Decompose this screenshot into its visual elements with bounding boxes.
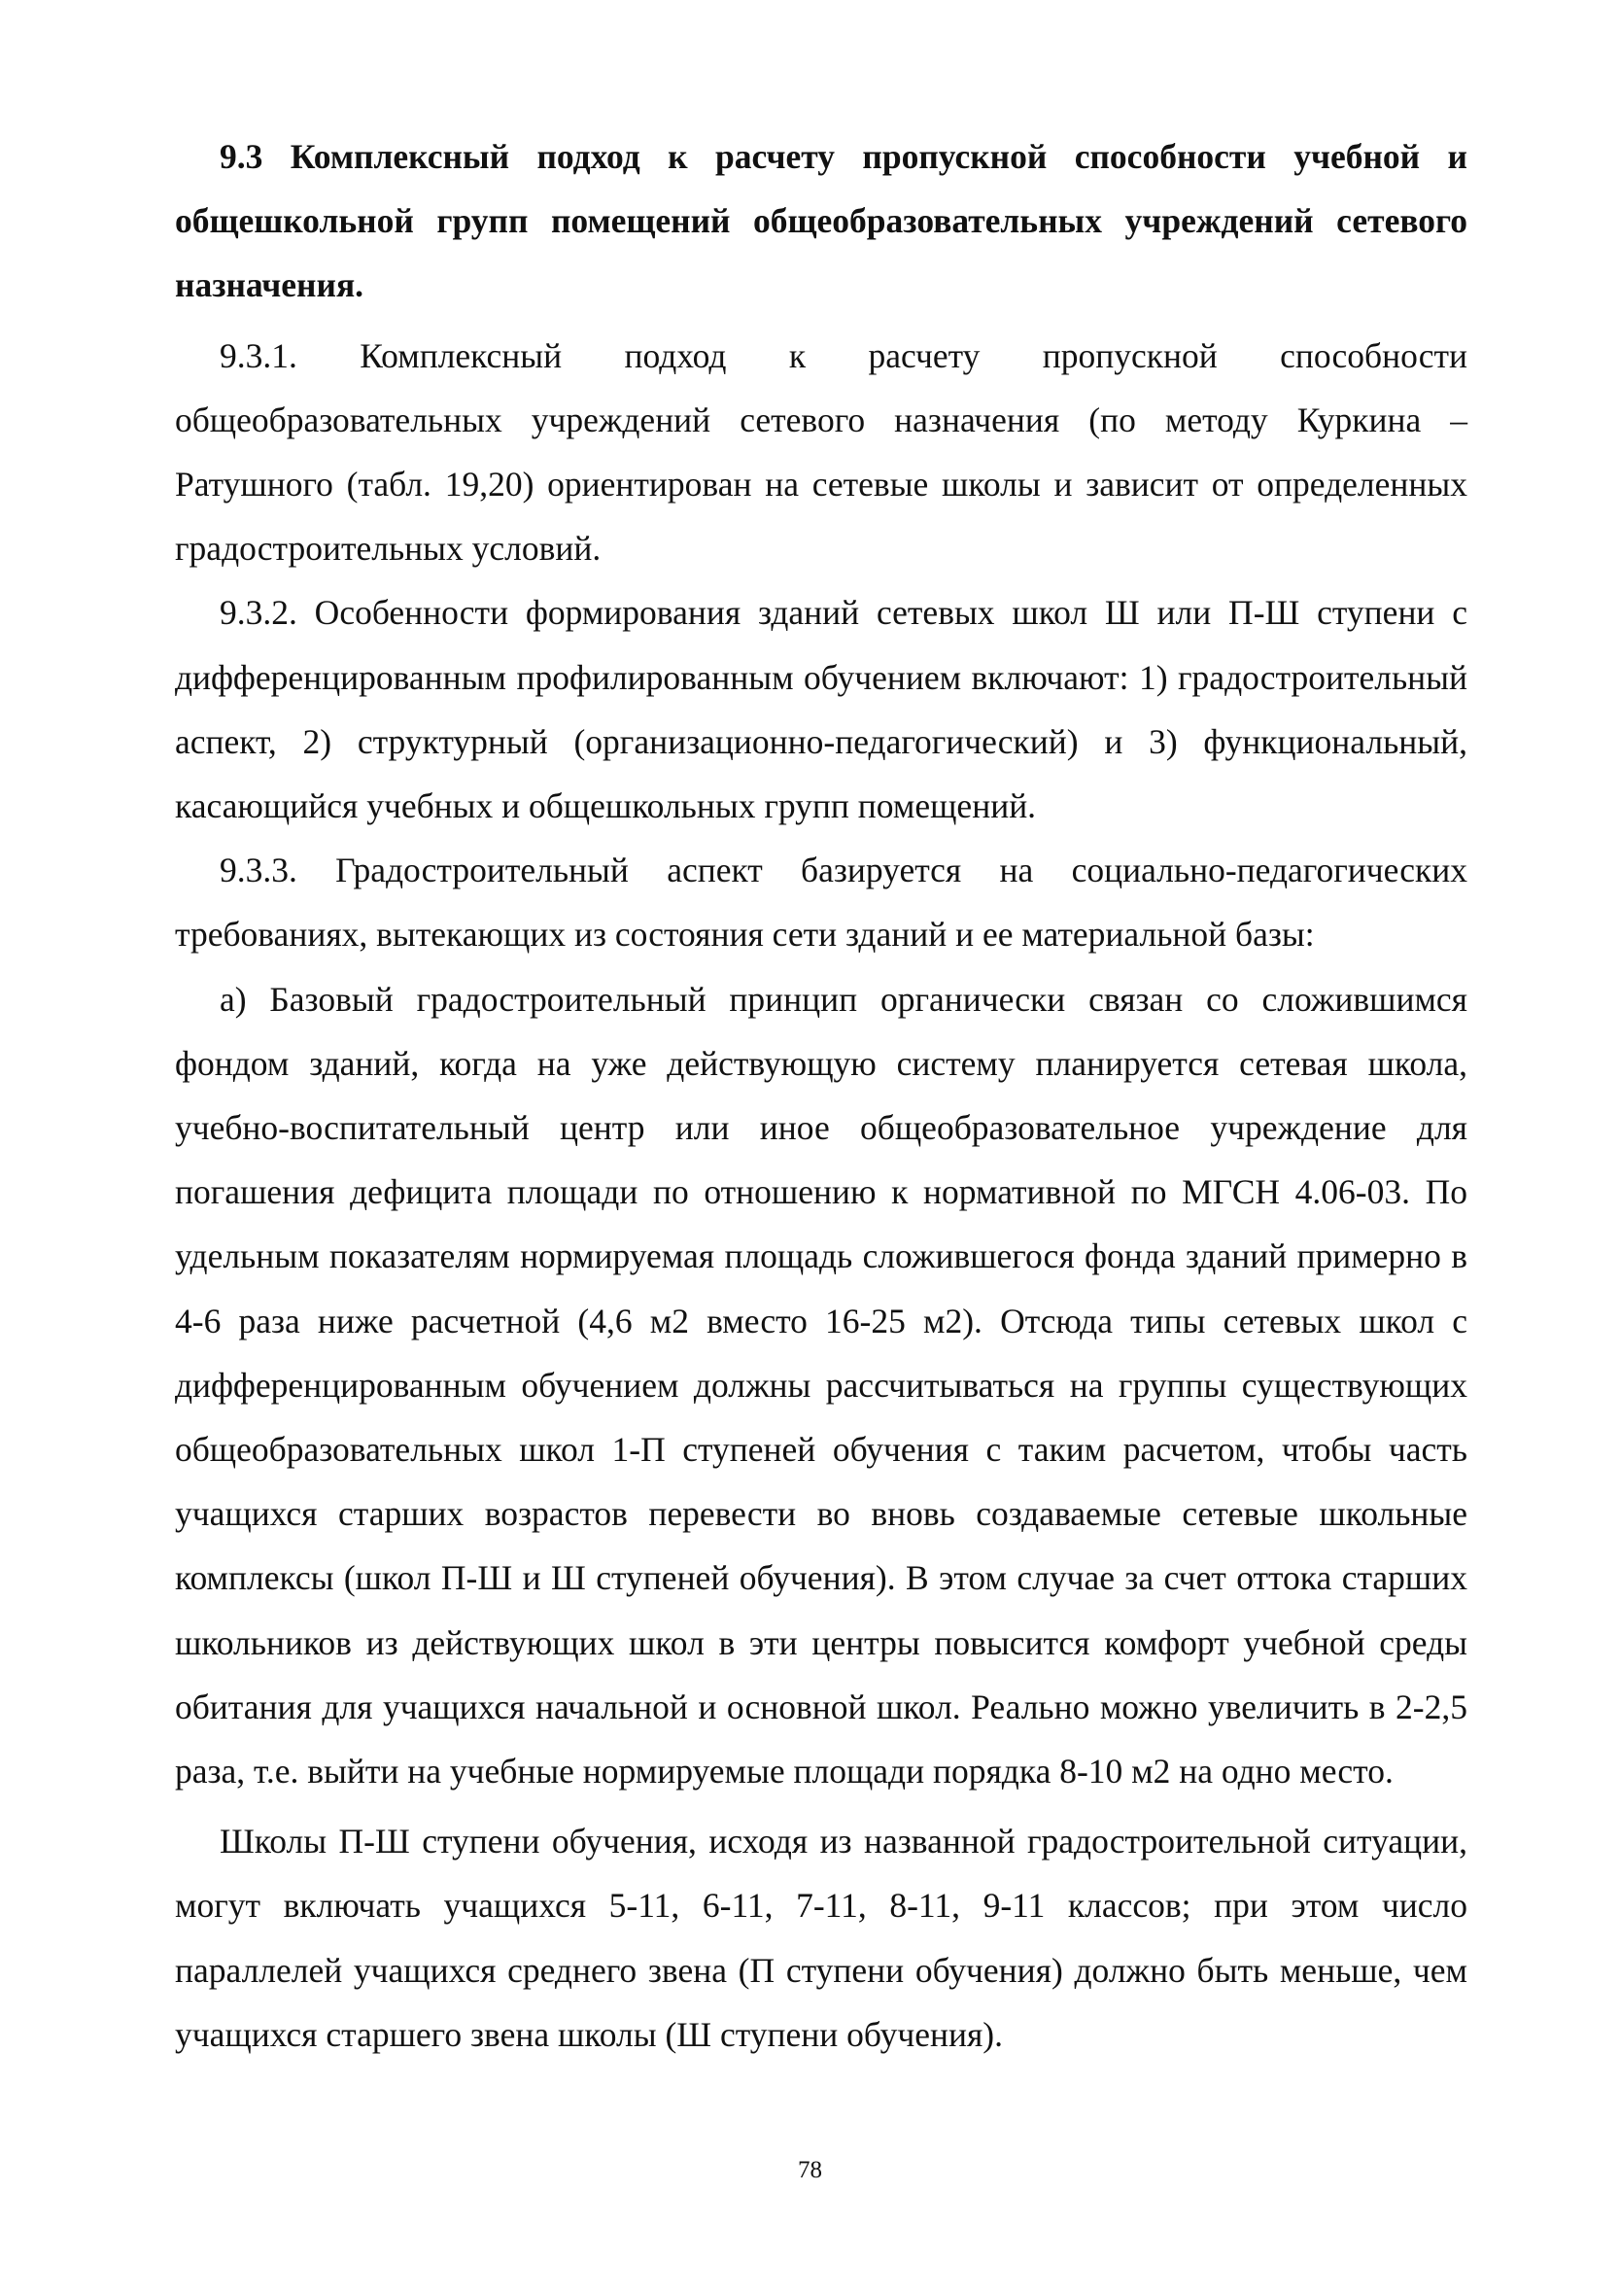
paragraph-9-3-1: 9.3.1. Комплексный подход к расчету пропускной способности общеобразовательных учреждений сетевого назначения (по методу Куркина – Ратушного (табл. 19,20) ориентирован на сетевые школы и зависит от определенных градостроительных условий. <box>175 335 1467 569</box>
paragraph-item-a: а) Базовый градостроительный принцип органически связан со сложившимся фондом зданий, когда на уже действующую систему планируется сетевая школа, учебно-воспитательный центр или иное общеобразовательное учреждение для погашения дефицита площади по отношению к нормативной по МГСН 4.06-03. По удельным показателям нормируемая площадь сложившегося фонда зданий примерно в 4-6 раза ниже расчетной (4,6 м2 вместо 16-25 м2). Отсюда типы сетевых школ с дифференцированным обучением должны рассчитываться на группы существующих общеобразовательных школ 1-П ступеней обучения с таким расчетом, чтобы часть учащихся старших возрастов перевести во вновь создаваемые сетевые школьные комплексы (школ П-Ш и Ш ступеней обучения). В этом случае за счет оттока старших школьников из действующих школ в эти центры повысится комфорт учебной среды обитания для учащихся начальной и основной школ. Реально можно увеличить в 2-2,5 раза, т.е. выйти на учебные нормируемые площади порядка 8-10 м2 на одно место. <box>175 979 1467 1792</box>
section-heading: 9.3 Комплексный подход к расчету пропускной способности учебной и общешкольной групп помещений общеобразовательных учреждений сетевого назначения. <box>175 137 1467 305</box>
paragraph-schools-levels: Школы П-Ш ступени обучения, исходя из названной градостроительной ситуации, могут включать учащихся 5-11, 6-11, 7-11, 8-11, 9-11 классов; при этом число параллелей учащихся среднего звена (П ступени обучения) должно быть меньше, чем учащихся старшего звена школы (Ш ступени обучения). <box>175 1822 1467 2054</box>
paragraph-9-3-2: 9.3.2. Особенности формирования зданий сетевых школ Ш или П-Ш ступени с дифференцированным профилированным обучением включают: 1) градостроительный аспект, 2) структурный (организационно-педагогический) и 3) функциональный, касающийся учебных и общешкольных групп помещений. <box>175 593 1467 826</box>
page-body <box>175 124 1467 2067</box>
page-number: 78 <box>798 2157 822 2183</box>
paragraph-9-3-3: 9.3.3. Градостроительный аспект базируется на социально-педагогических требованиях, вытекающих из состояния сети зданий и ее материальной базы: <box>175 851 1467 955</box>
